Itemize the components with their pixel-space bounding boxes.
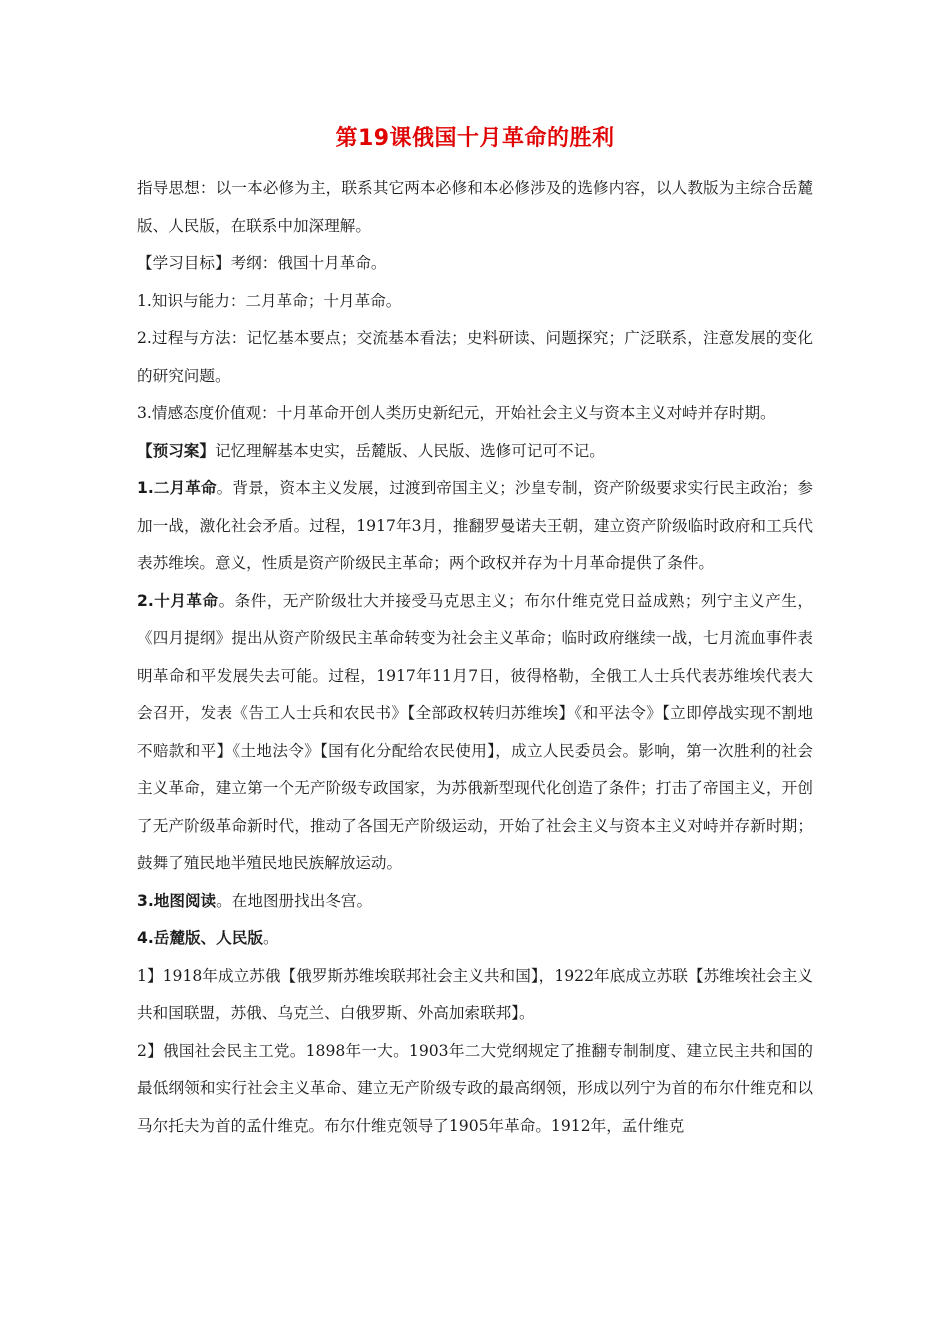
paragraph-text: 。	[262, 929, 279, 947]
february-revolution-paragraph	[137, 470, 813, 583]
document-title: 第19课俄国十月革命的胜利	[335, 126, 615, 151]
paragraph-text: 。在地图册找出冬宫。	[216, 891, 373, 910]
soviet-founding-paragraph	[137, 958, 813, 1033]
paragraph-text: 。条件，无产阶级壮大并接受马克思主义；布尔什维克党日益成熟；列宁主义产生，《四月提纲》提出从资产阶级民主革命转变为社会主义革命；临时政府继续一战，七月流血事件表明革命和平发展失去可能。过程，1917年11月7日，彼得格勒，全俄工人士兵代表苏维埃代表大会召开，发表《告工人士兵和农民书》【全部政权转归苏维埃】《和平法令》【立即停战实现不割地不赔款和平】《土地法令》【国有化分配给农民使用】，成立人民委员会。影响，第一次胜利的社会主义革命，建立第一个无产阶级专政国家，为苏俄新型现代化创造了条件；打击了帝国主义，开创了无产阶级革命新时代，推动了各国无产阶级运动，开始了社会主义与资本主义对峙并存新时期；鼓舞了殖民地半殖民地民族解放运动。	[137, 591, 813, 872]
paragraph-text: 记忆理解基本史实，岳麓版、人民版、选修可记可不记。	[214, 441, 605, 460]
paragraph-heading: 3.地图阅读	[137, 891, 217, 910]
social-democratic-party-paragraph	[137, 1033, 813, 1146]
guiding-thought-paragraph	[137, 170, 813, 245]
paragraph-text: 1】1918年成立苏俄【俄罗斯苏维埃联邦社会主义共和国】，1922年底成立苏联【苏维埃社会主义共和国联盟，苏俄、乌克兰、白俄罗斯、外高加索联邦】。	[137, 966, 813, 1022]
paragraph-heading: 1.二月革命	[137, 479, 217, 497]
october-revolution-paragraph	[137, 583, 813, 883]
editions-paragraph	[137, 920, 813, 958]
paragraph-heading: 【预习案】	[137, 441, 215, 460]
paragraph-text: 【学习目标】考纲：俄国十月革命。	[137, 254, 387, 272]
paragraph-text: 。背景，资本主义发展，过渡到帝国主义；沙皇专制，资产阶级要求实行民主政治；参加一战，激化社会矛盾。过程，1917年3月，推翻罗曼诺夫王朝，建立资产阶级临时政府和工兵代表苏维埃。意义，性质是资产阶级民主革命；两个政权并存为十月革命提供了条件。	[137, 479, 813, 572]
process-method-paragraph	[137, 320, 813, 395]
preview-paragraph	[137, 433, 813, 471]
map-reading-paragraph	[137, 883, 813, 921]
paragraph-text: 指导思想：以一本必修为主，联系其它两本必修和本必修涉及的选修内容，以人教版为主综合岳麓版、人民版，在联系中加深理解。	[137, 179, 813, 235]
paragraph-heading: 4.岳麓版、人民版	[137, 929, 263, 947]
learning-goals-paragraph	[137, 245, 813, 283]
paragraph-text: 2.过程与方法：记忆基本要点；交流基本看法；史料研读、问题探究；广泛联系，注意发展的变化的研究问题。	[137, 329, 813, 385]
values-paragraph	[137, 395, 813, 433]
paragraph-text: 1.知识与能力：二月革命；十月革命。	[137, 291, 402, 310]
paragraph-text: 3.情感态度价值观：十月革命开创人类历史新纪元，开始社会主义与资本主义对峙并存时期。	[137, 404, 776, 422]
paragraph-heading: 2.十月革命	[137, 591, 219, 610]
paragraph-text: 2】俄国社会民主工党。1898年一大。1903年二大党纲规定了推翻专制制度、建立民主共和国的最低纲领和实行社会主义革命、建立无产阶级专政的最高纲领，形成以列宁为首的布尔什维克和以马尔托夫为首的孟什维克。布尔什维克领导了1905年革命。1912年，孟什维克	[137, 1041, 813, 1135]
knowledge-ability-paragraph	[137, 283, 813, 321]
